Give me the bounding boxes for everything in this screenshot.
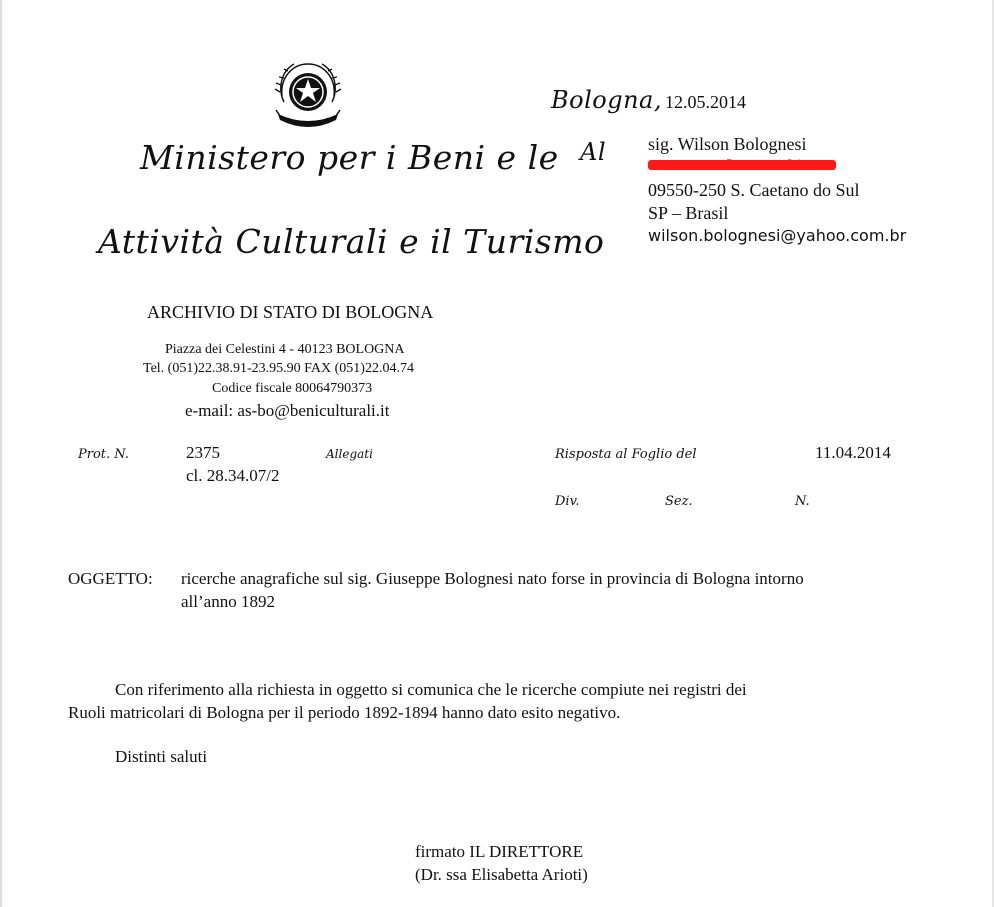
italian-republic-emblem-icon [270,52,346,132]
section-label: Sez. [665,494,693,509]
classification-code: cl. 28.34.07/2 [186,466,280,485]
subject-line2: all’anno 1892 [181,592,275,611]
number-label: N. [795,494,810,509]
recipient-prefix: Al [580,138,607,166]
protocol-label: Prot. N. [78,447,129,462]
division-label: Div. [555,494,580,509]
reply-reference-label: Risposta al Foglio del [555,447,697,462]
recipient-country: SP – Brasil [648,203,729,223]
office-email: e-mail: as-bo@beniculturali.it [185,401,390,420]
body-line2: Ruoli matricolari di Bologna per il periodo 1892-1894 hanno dato esito negativo. [68,703,621,722]
recipient-city: 09550-250 S. Caetano do Sul [648,180,860,200]
office-fiscal-code: Codice fiscale 80064790373 [212,381,373,396]
letter-date: 12.05.2014 [665,92,746,112]
subject-line1: ricerche anagrafiche sul sig. Giuseppe Bolognesi nato forse in provincia di Bologna intorno [181,569,804,588]
recipient-email: wilson.bolognesi@yahoo.com.br [648,226,907,245]
recipient-name: sig. Wilson Bolognesi [648,134,807,154]
reply-reference-date: 11.04.2014 [815,443,891,462]
signature-title: firmato IL DIRETTORE [415,842,584,861]
protocol-number: 2375 [186,443,220,462]
redaction-mark [648,160,836,170]
body-line1: Con riferimento alla richiesta in oggetto si comunica che le ricerche compiute nei registri dei [115,680,747,699]
office-phone: Tel. (051)22.38.91-23.95.90 FAX (051)22.04.74 [143,361,414,376]
office-address: Piazza dei Celestini 4 - 40123 BOLOGNA [165,342,405,357]
ministry-title-line1: Ministero per i Beni e le [140,138,559,177]
page-edge-left [0,0,2,907]
attachments-label: Allegati [326,447,373,461]
subject-label: OGGETTO: [68,569,153,588]
signature-name: (Dr. ssa Elisabetta Arioti) [415,865,588,884]
office-name: ARCHIVIO DI STATO DI BOLOGNA [147,302,434,322]
ministry-title-line2: Attività Culturali e il Turismo [98,222,605,261]
closing-salutation: Distinti saluti [115,747,208,766]
place-label: Bologna, [551,86,662,114]
